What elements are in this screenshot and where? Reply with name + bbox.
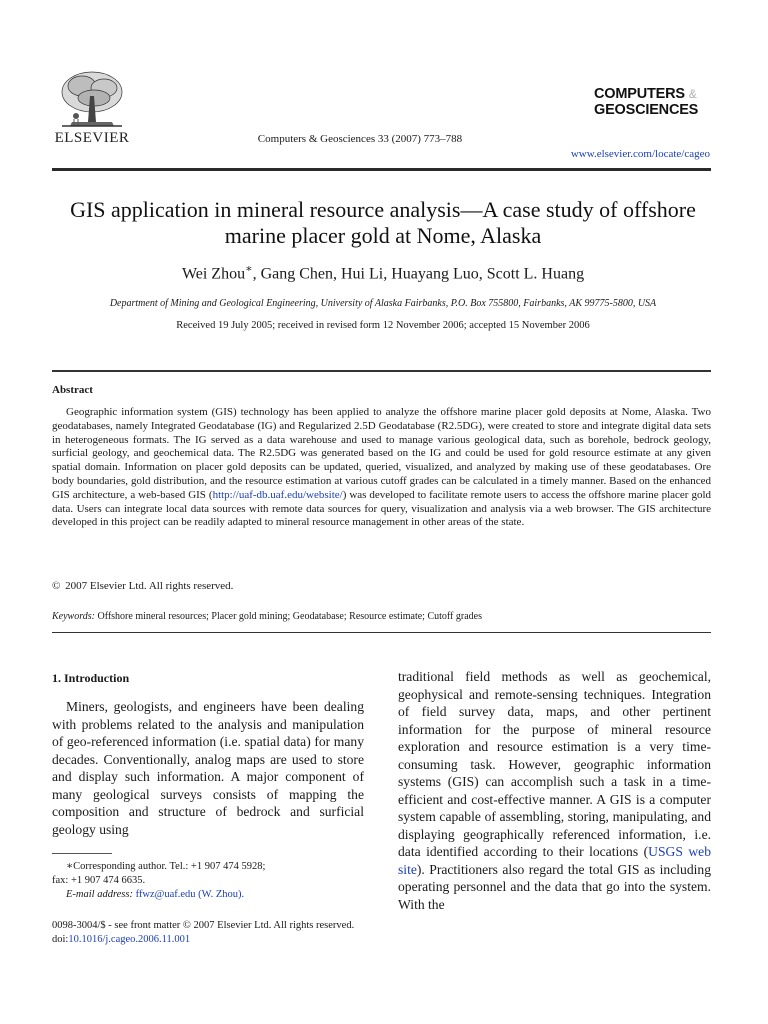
article-dates: Received 19 July 2005; received in revised form 12 November 2006; accepted 15 November 2006 [176, 320, 590, 331]
journal-logo-line1: COMPUTERS [594, 86, 685, 102]
usgs-link[interactable]: USGS web site [398, 844, 711, 877]
footnote-corresponding: ∗Corresponding author. Tel.: +1 907 474 5928; [66, 861, 266, 872]
keywords [52, 611, 711, 622]
other-authors: , Gang Chen, Hui Li, Huayang Luo, Scott L. Huang [252, 265, 585, 283]
abstract-body [52, 406, 711, 530]
abstract-top-divider [52, 370, 711, 372]
abstract-text-part1: Geographic information system (GIS) technology has been applied to analyze the offshore marine placer gold deposits at Nome, Alaska. Two geodatabases, namely Integrated Geodatabase (IG) and Regularized 2.5D Geodatabase (R2.5DG), were created to store and integrate digital data sets in heterogeneous formats. The IG served as a data warehouse and used to manage various geological data, such as borehole, bedrock geology, surficial geology, and geochemical data. The R2.5DG was generated based on the IG and could be used for gold resource estimate at any given spatial domain. Information on placer gold deposits can be updated, queried, visualized, and analyzed by making use of these geodatabases. Ore body boundaries, gold distribution, and the resource estimation at various cutoff grades can be calculated in a timely manner. Based on the enhanced GIS architecture, a web-based GIS ( [52, 406, 711, 501]
issn-footer [52, 919, 354, 947]
abstract-bottom-divider [52, 632, 711, 633]
paper-title: GIS application in mineral resource analysis—A case study of offshore marine placer gold at Nome, Alaska [70, 197, 696, 248]
first-author: Wei Zhou [181, 265, 246, 283]
copyright-text: 2007 Elsevier Ltd. All rights reserved. [65, 580, 234, 592]
email-link[interactable]: ffwz@uaf.edu (W. Zhou). [135, 889, 245, 900]
issn-line: 0098-3004/$ - see front matter © 2007 Elsevier Ltd. All rights reserved. [52, 920, 355, 931]
corresponding-author-mark[interactable]: ∗ [245, 263, 253, 275]
abstract-copyright [52, 580, 233, 592]
journal-url-link[interactable]: www.elsevier.com/locate/cageo [570, 148, 710, 160]
footnote-fax: fax: +1 907 474 6635. [52, 875, 146, 886]
doi-label: doi: [52, 934, 69, 945]
footnote [52, 860, 364, 902]
email-label: E-mail address: [66, 889, 133, 900]
doi-link[interactable]: 10.1016/j.cageo.2006.11.001 [68, 934, 191, 945]
webgis-link[interactable]: http://uaf-db.uaf.edu/website/ [212, 488, 343, 501]
right-text-part1: traditional field methods as well as geochemical, geophysical and remote-sensing techniques. Integration of field survey data, maps, and other pertinent information for the purpose of mineral resource exploration and resource estimation is a very time-consuming task. However, geographic information systems (GIS) can accomplish such a task in a time-efficient and cost-effective manner. A GIS is a computer system capable of assembling, storing, manipulating, and displaying geographically referenced information, i.e. data identified according to their locations ( [398, 669, 711, 859]
journal-logo [594, 86, 724, 118]
keywords-label: Keywords: [52, 611, 95, 622]
keywords-list: Offshore mineral resources; Placer gold mining; Geodatabase; Resource estimate; Cutoff grades [97, 611, 482, 622]
section-heading: 1. Introduction [52, 671, 130, 685]
affiliation: Department of Mining and Geological Engineering, University of Alaska Fairbanks, P.O. Box 755800, Fairbanks, AK 99775-5800, USA [109, 298, 657, 309]
header-divider [52, 168, 711, 171]
journal-logo-amp: & [688, 87, 697, 101]
copyright-symbol: © [52, 580, 61, 592]
right-column-paragraph [398, 668, 711, 913]
footnote-divider [52, 853, 112, 854]
publisher-name: ELSEVIER [54, 130, 130, 146]
journal-citation: Computers & Geosciences 33 (2007) 773–788 [257, 133, 463, 145]
abstract-heading: Abstract [52, 384, 93, 396]
left-column-paragraph: Miners, geologists, and engineers have been dealing with problems related to the analysis and manipulation of geo-referenced information (i.e. spatial data) for many decades. Conventionally, analog maps are used to store and display such information. A major component of many geological surveys consists of mapping the composition and structure of bedrock and surficial geology using [52, 699, 364, 837]
journal-logo-line2: GEOSCIENCES [594, 102, 699, 118]
abstract-text-part2: ) was developed to facilitate remote users to access the offshore marine placer gold data. Users can integrate local data sources with remote data sources for query, visualization and analysis via a web browser. The GIS architecture developed in this project can be readily adapted to mineral resource management in other areas of the state. [52, 488, 712, 529]
right-text-part2: ). Practitioners also regard the total GIS as including operating personnel and the data that go into the system. With the [398, 861, 711, 912]
author-list [52, 262, 714, 283]
